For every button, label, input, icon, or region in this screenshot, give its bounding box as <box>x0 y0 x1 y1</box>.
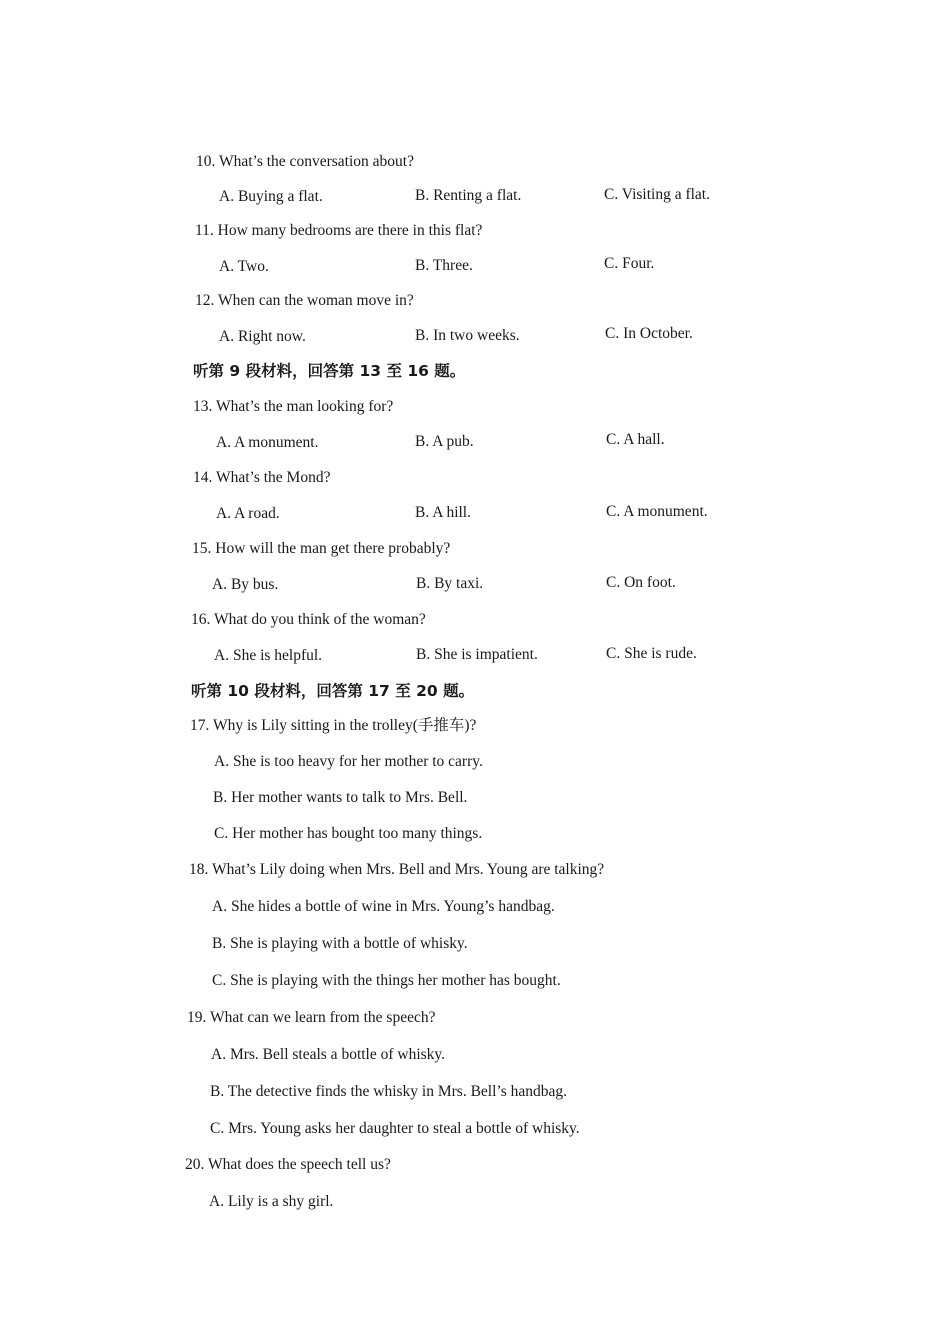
q17-option-a: A. She is too heavy for her mother to carry. <box>214 753 483 770</box>
q19-option-c: C. Mrs. Young asks her daughter to steal a bottle of whisky. <box>210 1120 580 1137</box>
question-15: 15. How will the man get there probably? <box>192 540 451 557</box>
section-9-heading: 听第 9 段材料，回答第 13 至 16 题。 <box>193 362 466 380</box>
q19-option-a: A. Mrs. Bell steals a bottle of whisky. <box>211 1046 446 1063</box>
q10-option-c: C. Visiting a flat. <box>604 186 710 203</box>
q17-option-b: B. Her mother wants to talk to Mrs. Bell. <box>213 789 468 806</box>
q13-option-b: B. A pub. <box>415 433 474 450</box>
q11-option-c: C. Four. <box>604 255 655 272</box>
q12-option-b: B. In two weeks. <box>415 327 520 344</box>
q16-option-a: A. She is helpful. <box>214 647 323 664</box>
q20-option-a: A. Lily is a shy girl. <box>209 1193 334 1210</box>
q10-option-b: B. Renting a flat. <box>415 187 522 204</box>
q13-option-c: C. A hall. <box>606 431 665 448</box>
q14-option-b: B. A hill. <box>415 504 471 521</box>
question-14: 14. What’s the Mond? <box>193 469 331 486</box>
q15-option-a: A. By bus. <box>212 576 279 593</box>
question-11: 11. How many bedrooms are there in this flat? <box>195 222 483 239</box>
q16-option-c: C. She is rude. <box>606 645 697 662</box>
question-19: 19. What can we learn from the speech? <box>187 1009 436 1026</box>
question-13: 13. What’s the man looking for? <box>193 398 394 415</box>
q13-option-a: A. A monument. <box>216 434 319 451</box>
q12-option-a: A. Right now. <box>219 328 306 345</box>
q10-option-a: A. Buying a flat. <box>219 188 323 205</box>
question-17: 17. Why is Lily sitting in the trolley(手推车)? <box>190 717 477 734</box>
q19-option-b: B. The detective finds the whisky in Mrs. Bell’s handbag. <box>210 1083 568 1100</box>
q11-option-b: B. Three. <box>415 257 473 274</box>
q18-option-a: A. She hides a bottle of wine in Mrs. Young’s handbag. <box>212 898 555 915</box>
q14-option-c: C. A monument. <box>606 503 708 520</box>
question-16: 16. What do you think of the woman? <box>191 611 426 628</box>
q14-option-a: A. A road. <box>216 505 280 522</box>
q15-option-c: C. On foot. <box>606 574 676 591</box>
question-12: 12. When can the woman move in? <box>195 292 414 309</box>
q15-option-b: B. By taxi. <box>416 575 484 592</box>
question-18: 18. What’s Lily doing when Mrs. Bell and Mrs. Young are talking? <box>189 861 605 878</box>
q16-option-b: B. She is impatient. <box>416 646 538 663</box>
question-20: 20. What does the speech tell us? <box>185 1156 391 1173</box>
q12-option-c: C. In October. <box>605 325 693 342</box>
q17-option-c: C. Her mother has bought too many things. <box>214 825 483 842</box>
q18-option-c: C. She is playing with the things her mother has bought. <box>212 972 561 989</box>
question-10: 10. What’s the conversation about? <box>196 153 414 170</box>
section-10-heading: 听第 10 段材料，回答第 17 至 20 题。 <box>191 682 475 700</box>
q11-option-a: A. Two. <box>219 258 269 275</box>
q18-option-b: B. She is playing with a bottle of whisky. <box>212 935 468 952</box>
